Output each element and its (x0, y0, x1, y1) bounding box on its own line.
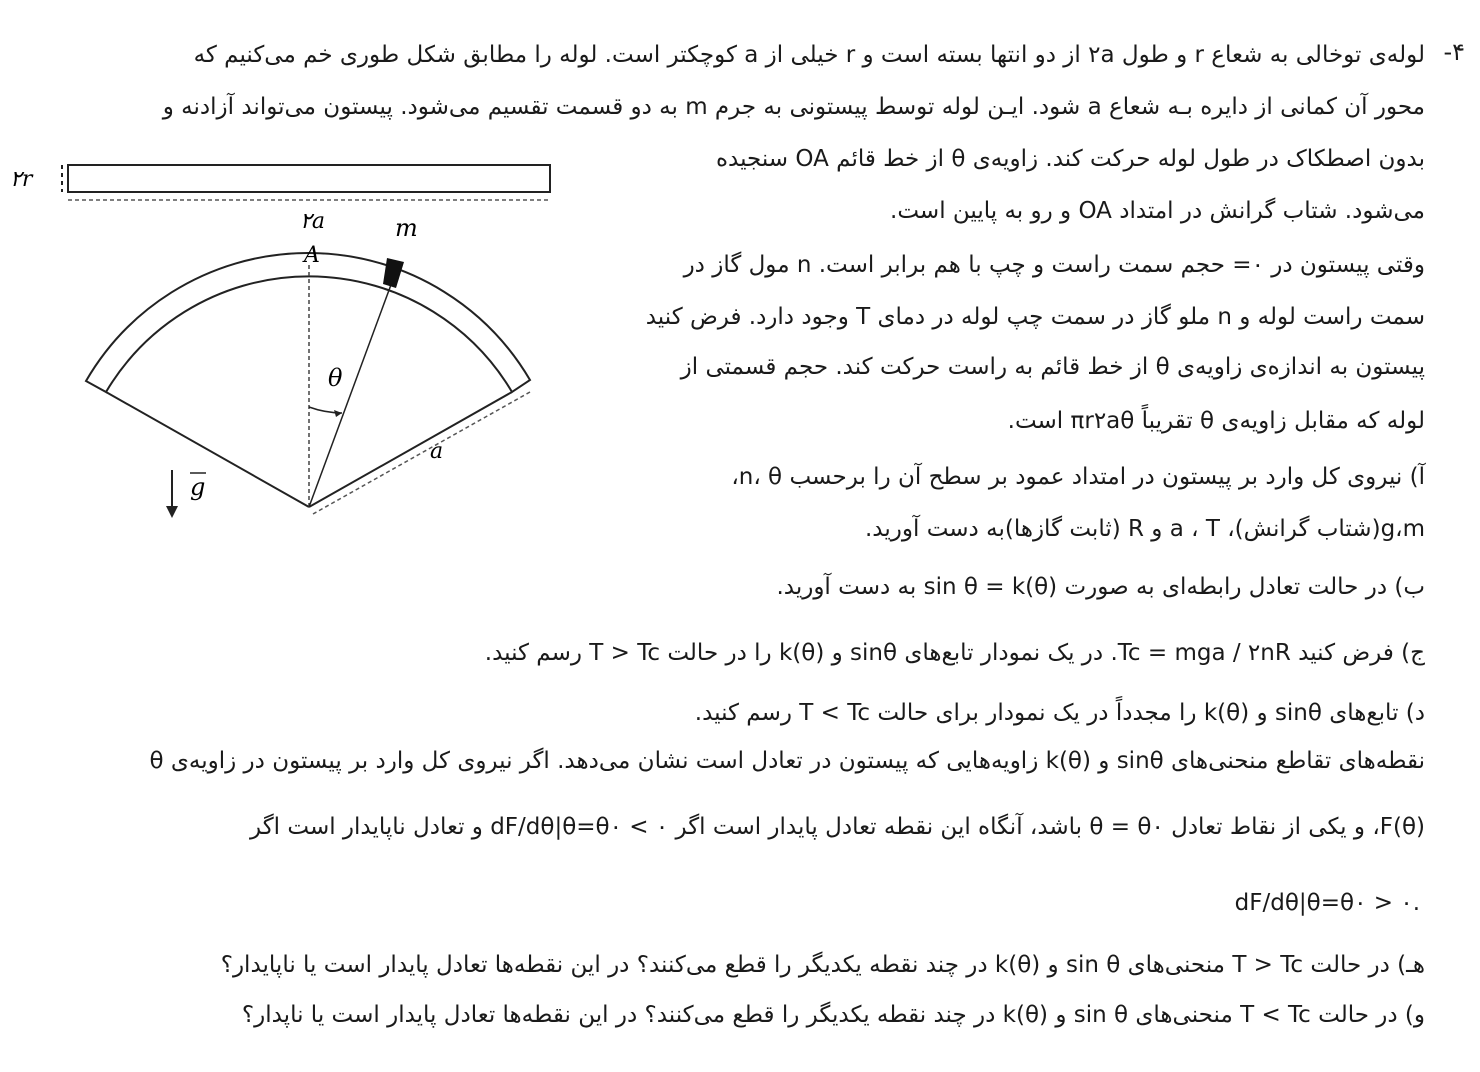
line-2-text: محور آن کمانی از دایره بـه شعاع a شود. ایـن لوله توسط پیستونی به جرم m به دو قسمت تقسیم می‌شود. پیستون می‌تواند آزادنه و (162, 94, 1425, 120)
radius-left (106, 392, 309, 507)
text-line-7 (585, 350, 1425, 384)
text-line-1 (20, 38, 1425, 72)
line-12-text: ج) فرض کنید Tc = mga / ۲nR. در یک نمودار تابع‌های sinθ و k(θ) را در حالت T > Tc رسم کنید. (484, 640, 1425, 666)
line-14-text: نقطه‌های تقاطع منحنی‌های sinθ و k(θ) زاویه‌هایی که پیستون در تعادل است نشان می‌دهد. اگر نیروی کل وارد بر پیستون در زاویه‌ی θ (149, 748, 1425, 774)
text-line-8 (585, 404, 1425, 438)
label-a: a (430, 439, 444, 464)
text-line-9 (585, 460, 1425, 494)
line-1-text: لوله‌ی توخالی به شعاع r و طول ۲a از دو انتها بسته است و r خیلی از a کوچکتر است. لوله را مطابق شکل طوری خم می‌کنیم که (193, 42, 1425, 68)
line-17-text: هـ) در حالت T > Tc منحنی‌های sin θ و k(θ) در چند نقطه یکدیگر را قطع می‌کنند؟ در این نقطه‌ها تعادل پایدار است یا ناپایدار؟ (220, 952, 1425, 978)
piston (383, 258, 404, 288)
angle-arrowhead (334, 410, 342, 417)
text-line-14 (20, 744, 1425, 778)
label-g: g (190, 473, 206, 501)
line-11-text: ب) در حالت تعادل رابطه‌ای به صورت sin θ = k(θ) به دست آورید. (776, 574, 1425, 600)
line-15-text: F(θ)، و یکی از نقاط تعادل θ = θ۰ باشد، آنگاه این نقطه تعادل پایدار است اگر dF/dθ|θ=θ۰ < ۰ و تعادل ناپایدار است اگر (250, 814, 1425, 840)
line-9-text: آ) نیروی کل وارد بر پیستون در امتداد عمود بر سطح آن را برحسب n، θ، (731, 464, 1425, 490)
text-line-11 (20, 570, 1425, 604)
line-3-text: بدون اصطکاک در طول لوله حرکت کند. زاویه‌ی θ از خط قائم OA سنجیده (715, 146, 1425, 172)
problem-number: -۴ (1443, 38, 1465, 66)
text-line-10 (585, 512, 1425, 546)
curved-tube (86, 253, 530, 392)
line-16-text: .dF/dθ|θ=θ۰ > ۰ (1234, 890, 1420, 916)
label-A: A (304, 243, 320, 268)
text-line-5 (585, 248, 1425, 282)
text-line-13 (20, 696, 1425, 730)
text-line-4 (585, 194, 1425, 228)
line-7-text: پیستون به اندازه‌ی زاویه‌ی θ از خط قائم به راست حرکت کند. حجم قسمتی از (680, 354, 1425, 380)
line-10-text: g،m(شتاب گرانش)، a ، T و R (ثابت گازها)به دست آورید. (865, 516, 1425, 542)
radius-a-dashes (313, 392, 530, 514)
text-line-16 (20, 886, 1420, 920)
text-line-18 (20, 998, 1425, 1032)
line-6-text: سمت راست لوله و n ملو گاز در سمت چپ لوله در دمای T وجود دارد. فرض کنید (645, 304, 1425, 330)
text-line-17 (20, 948, 1425, 982)
straight-tube (68, 165, 550, 192)
label-2a: ۲a (300, 209, 325, 234)
line-8-text: لوله که مقابل زاویه‌ی θ تقریباً πr۲aθ است. (1007, 408, 1425, 434)
line-18-text: و) در حالت T < Tc منحنی‌های sin θ و k(θ) در چند نقطه یکدیگر را قطع می‌کنند؟ در این نقطه‌ها تعادل پایدار است یا ناپدار؟ (241, 1002, 1425, 1028)
label-2r: ۲r (10, 167, 33, 192)
figure-bent-tube (0, 150, 580, 550)
line-5-text: وقتی پیستون در ۰= حجم سمت راست و چپ با هم برابر است. n مول گاز در (683, 252, 1425, 278)
line-4-text: می‌شود. شتاب گرانش در امتداد OA و رو به پایین است. (890, 198, 1425, 224)
text-line-15 (20, 810, 1425, 844)
line-13-text: د) تابع‌های sinθ و k(θ) را مجدداً در یک نمودار برای حالت T < Tc رسم کنید. (694, 700, 1425, 726)
label-theta: θ (328, 364, 343, 392)
radius-right (309, 392, 512, 507)
text-line-3 (585, 142, 1425, 176)
text-line-2 (20, 90, 1425, 124)
text-line-12 (20, 636, 1425, 670)
text-line-6 (585, 300, 1425, 334)
gravity-arrowhead (166, 506, 178, 518)
line-to-piston (309, 282, 392, 507)
label-m: m (395, 214, 418, 242)
